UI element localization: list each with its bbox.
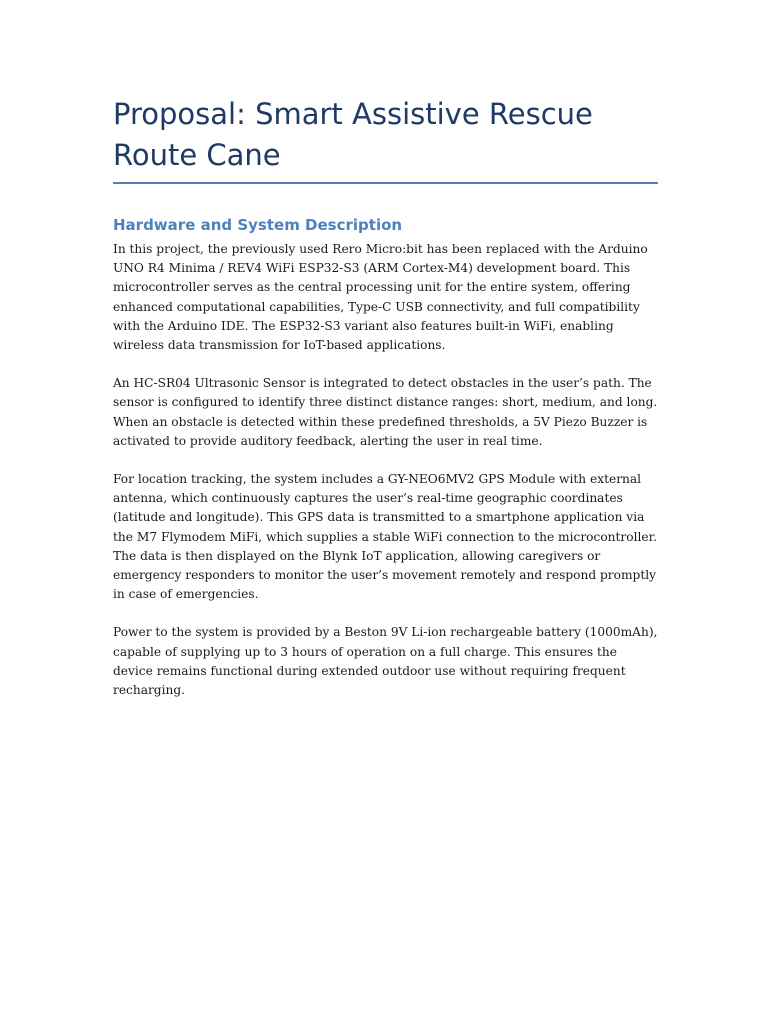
paragraph-microcontroller: In this project, the previously used Rero Micro:bit has been replaced with the Arduino UNO R4 Minima / REV4 WiFi ESP32-S3 (ARM Cortex-M4) development board. This microcontroller serves as the central processing unit for the entire system, offering enhanced computational capabilities, Type-C USB connectivity, and full compatibility with the Arduino IDE. The ESP32-S3 variant also features built-in WiFi, enabling wireless data transmission for IoT-based applications. — [113, 242, 648, 353]
paragraph-ultrasonic-sensor: An HC-SR04 Ultrasonic Sensor is integrated to detect obstacles in the user’s path. The sensor is configured to identify three distinct distance ranges: short, medium, and long. When an obstacle is detected within these predefined thresholds, a 5V Piezo Buzzer is activated to provide auditory feedback, alerting the user in real time. — [113, 376, 658, 448]
document-title: Proposal: Smart Assistive Rescue Route Cane — [113, 94, 658, 184]
paragraph-power: Power to the system is provided by a Beston 9V Li-ion rechargeable battery (1000mAh), capable of supplying up to 3 hours of operation on a full charge. This ensures the device remains functional during extended outdoor use without requiring frequent recharging. — [113, 625, 658, 698]
document-page — [113, 94, 658, 719]
section-heading: Hardware and System Description — [113, 216, 403, 234]
paragraph-gps-tracking: For location tracking, the system includes a GY-NEO6MV2 GPS Module with external antenna, which continuously captures the user’s real-time geographic coordinates (latitude and longitude). This GPS data is transmitted to a smartphone application via the M7 Flymodem MiFi, which supplies a stable WiFi connection to the microcontroller. The data is then displayed on the Blynk IoT application, allowing caregivers or emergency responders to monitor the user’s movement remotely and respond promptly in case of emergencies. — [113, 472, 657, 602]
